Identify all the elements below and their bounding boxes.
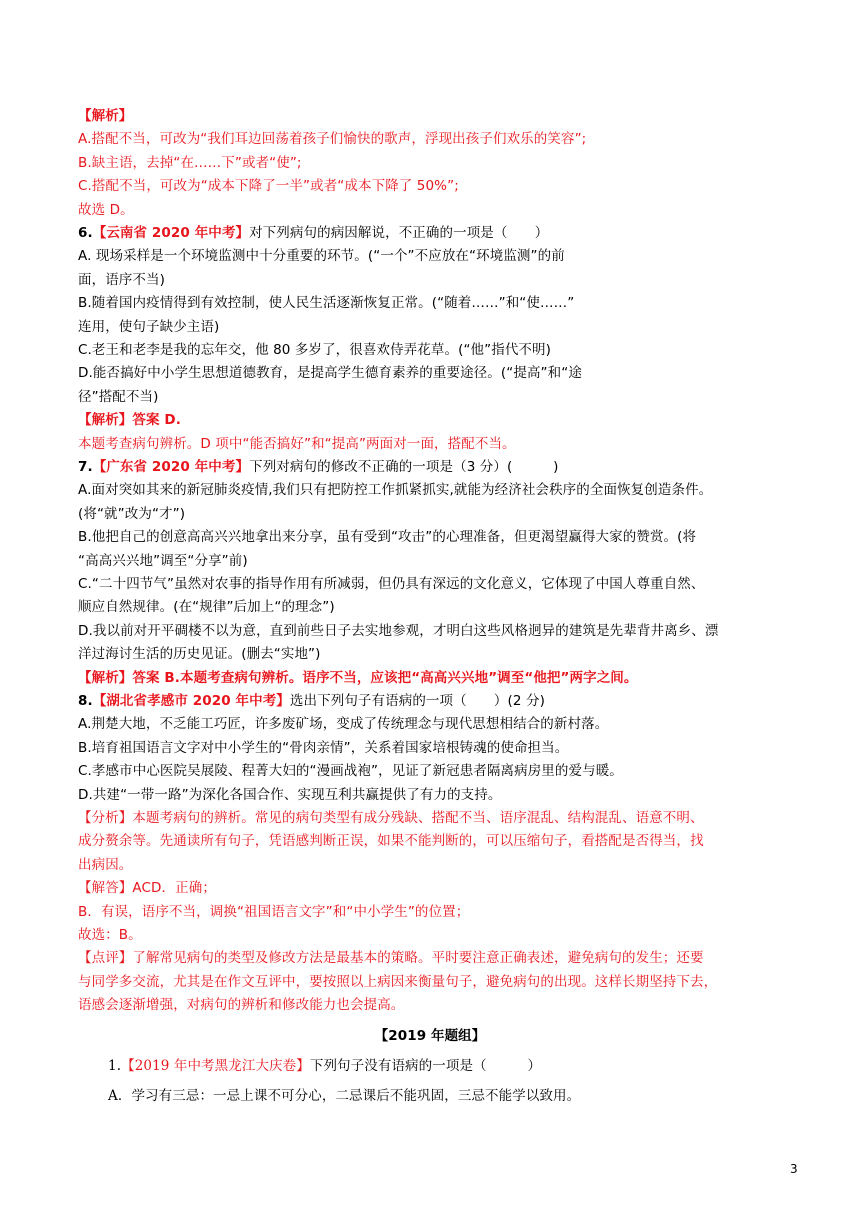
text-line xyxy=(78,668,638,688)
question-1-option-a: A．学习有三忌：一忌上课不可分心，二忌课后不能巩固，三忌不能学以致用。 xyxy=(108,1088,581,1104)
text-line xyxy=(78,387,158,407)
text-line xyxy=(78,738,568,758)
text-segment: A. 现场采样是一个环境监测中十分重要的环节。(“一个”不应放在“环境监测”的前 xyxy=(78,248,565,265)
text-line xyxy=(78,597,335,617)
text-segment: D.我以前对开平碉楼不以为意，直到前些日子去实地参观，才明白这些风格迥异的建筑是先辈背井离乡、漂 xyxy=(78,622,719,639)
text-segment: D.能否搞好中小学生思想道德教育，是提高学生德育素养的重要途径。(“提高”和“途 xyxy=(78,365,582,382)
text-segment: 7. xyxy=(78,459,93,475)
page-number: 3 xyxy=(790,1162,798,1176)
text-segment: 【湖北省孝感市 2020 年中考】 xyxy=(92,693,290,709)
text-line xyxy=(78,176,459,196)
text-line xyxy=(78,434,516,454)
text-line xyxy=(78,410,181,430)
text-line xyxy=(78,363,582,383)
text-line xyxy=(78,925,142,945)
text-segment: 下列对病句的修改不正确的一项是（3 分）( ) xyxy=(249,459,559,475)
text-segment: 8. xyxy=(78,693,93,709)
section-title: 【2019 年题组】 xyxy=(374,1028,486,1044)
text-line xyxy=(78,270,165,290)
text-segment: C.搭配不当，可改为“成本下降了一半”或者“成本下降了 50%”; xyxy=(78,178,459,195)
text-line xyxy=(78,574,705,594)
text-segment: A.荆楚大地，不乏能工巧匠，许多废矿场，变成了传统理念与现代思想相结合的新村落。 xyxy=(78,716,609,733)
text-segment: (将“就”改为“才”) xyxy=(78,505,186,522)
text-line xyxy=(78,480,712,500)
text-segment: 洋过海讨生活的历史见证。(删去“实地”) xyxy=(78,646,321,663)
text-line xyxy=(78,785,501,805)
text-line xyxy=(78,691,545,711)
text-line xyxy=(78,457,559,477)
text-segment: C.“二十四节气”虽然对农事的指导作用有所减弱，但仍具有深远的文化意义，它体现了中国人尊重自然、 xyxy=(78,576,705,592)
text-line xyxy=(78,831,704,851)
text-line xyxy=(78,902,469,922)
text-segment: 【解析】答案 D. xyxy=(78,412,181,429)
text-segment: 顺应自然规律。(在“规律”后加上“的理念”) xyxy=(78,599,335,616)
text-segment: B.随着国内疫情得到有效控制，使人民生活逐渐恢复正常。(“随着……”和“使……” xyxy=(78,295,575,312)
text-segment: 【解析】答案 B.本题考查病句辨析。语序不当，应该把“高高兴兴地”调至“他把”两字之间。 xyxy=(78,669,638,686)
text-line xyxy=(78,129,586,149)
text-segment: 【广东省 2020 年中考】 xyxy=(92,459,250,475)
text-line xyxy=(78,644,321,664)
question-1-stem: 下列句子没有语病的一项是（ ） xyxy=(309,1058,542,1074)
text-segment: A.面对突如其来的新冠肺炎疫情,我们只有把防控工作抓紧抓实,就能为经济社会秩序的全面恢复创造条件。 xyxy=(78,482,713,499)
text-segment: 6. xyxy=(78,225,93,241)
text-segment: 故选：B。 xyxy=(78,927,142,943)
text-line xyxy=(78,106,132,126)
text-segment: 对下列病句的病因解说，不正确的一项是（ ） xyxy=(249,225,549,241)
text-line xyxy=(78,972,717,992)
text-segment: 【云南省 2020 年中考】 xyxy=(92,225,250,241)
text-segment: 出病因。 xyxy=(78,856,133,873)
text-segment: 面，语序不当) xyxy=(78,271,165,288)
text-line xyxy=(78,878,216,898)
question-1 xyxy=(108,1056,541,1076)
text-segment: 【分析】本题考病句的辨析。常见的病句类型有成分残缺、搭配不当、语序混乱、结构混乱、语意不明、 xyxy=(78,810,704,826)
text-segment: B．有误，语序不当，调换“祖国语言文字”和“中小学生”的位置； xyxy=(78,903,470,920)
text-line xyxy=(78,995,404,1015)
text-line xyxy=(78,761,623,781)
text-segment: C.老王和老李是我的忘年交，他 80 多岁了，很喜欢侍弄花草。(“他”指代不明) xyxy=(78,342,551,358)
text-line xyxy=(78,153,302,173)
text-line xyxy=(78,223,548,243)
text-segment: 与同学多交流，尤其是在作文互评中，要按照以上病因来衡量句子，避免病句的出现。这样长期坚持下去， xyxy=(78,973,718,990)
text-segment: C.孝感市中心医院吴展陵、程菁大妇的“漫画战袍”，见证了新冠患者隔离病房里的爱与暖。 xyxy=(78,763,623,780)
text-line xyxy=(78,504,185,524)
text-line xyxy=(78,317,219,337)
text-segment: 径”搭配不当) xyxy=(78,388,159,405)
question-1-source: 【2019 年中考黑龙江大庆卷】 xyxy=(121,1058,310,1074)
text-segment: 选出下列句子有语病的一项（ ）(2 分) xyxy=(289,693,545,709)
text-segment: D.共建“一带一路”为深化各国合作、实现互利共赢提供了有力的支持。 xyxy=(78,786,502,803)
text-line xyxy=(78,551,248,571)
text-segment: “高高兴兴地”调至“分享”前) xyxy=(78,552,248,569)
text-segment: 【点评】了解常见病句的类型及修改方法是最基本的策略。平时要注意正确表述，避免病句的发生；还要 xyxy=(78,950,704,967)
text-segment: 【解析】 xyxy=(78,108,133,124)
text-line xyxy=(78,948,704,968)
text-segment: A.搭配不当，可改为“我们耳边回荡着孩子们愉快的歌声，浮现出孩子们欢乐的笑容”; xyxy=(78,131,587,148)
text-segment: B.他把自己的创意高高兴兴地拿出来分享，虽有受到“攻击”的心理准备，但更渴望赢得大家的赞赏。(将 xyxy=(78,529,697,546)
text-line xyxy=(78,808,704,828)
text-line xyxy=(78,293,574,313)
question-1-number: 1. xyxy=(108,1058,122,1074)
text-segment: B.培育祖国语言文字对中小学生的“骨肉亲情”，关系着国家培根铸魂的使命担当。 xyxy=(78,739,569,756)
text-line xyxy=(78,527,696,547)
text-segment: 【解答】ACD．正确； xyxy=(78,880,216,897)
text-line xyxy=(78,246,565,266)
text-line xyxy=(78,200,134,220)
text-segment: 语感会逐渐增强，对病句的辨析和修改能力也会提高。 xyxy=(78,997,405,1014)
text-line xyxy=(78,340,551,360)
text-segment: 本题考查病句辨析。D 项中“能否搞好”和“提高”两面对一面，搭配不当。 xyxy=(78,435,516,452)
text-line xyxy=(78,714,608,734)
text-segment: B.缺主语，去掉“在……下”或者“使”; xyxy=(78,154,302,171)
text-segment: 成分赘余等。先通读所有句子，凭语感判断正误，如果不能判断的，可以压缩句子，看搭配是否得当，找 xyxy=(78,833,704,850)
text-segment: 故选 D。 xyxy=(78,201,134,218)
text-line xyxy=(78,855,132,875)
text-segment: 连用，使句子缺少主语) xyxy=(78,318,220,335)
text-line xyxy=(78,621,719,641)
